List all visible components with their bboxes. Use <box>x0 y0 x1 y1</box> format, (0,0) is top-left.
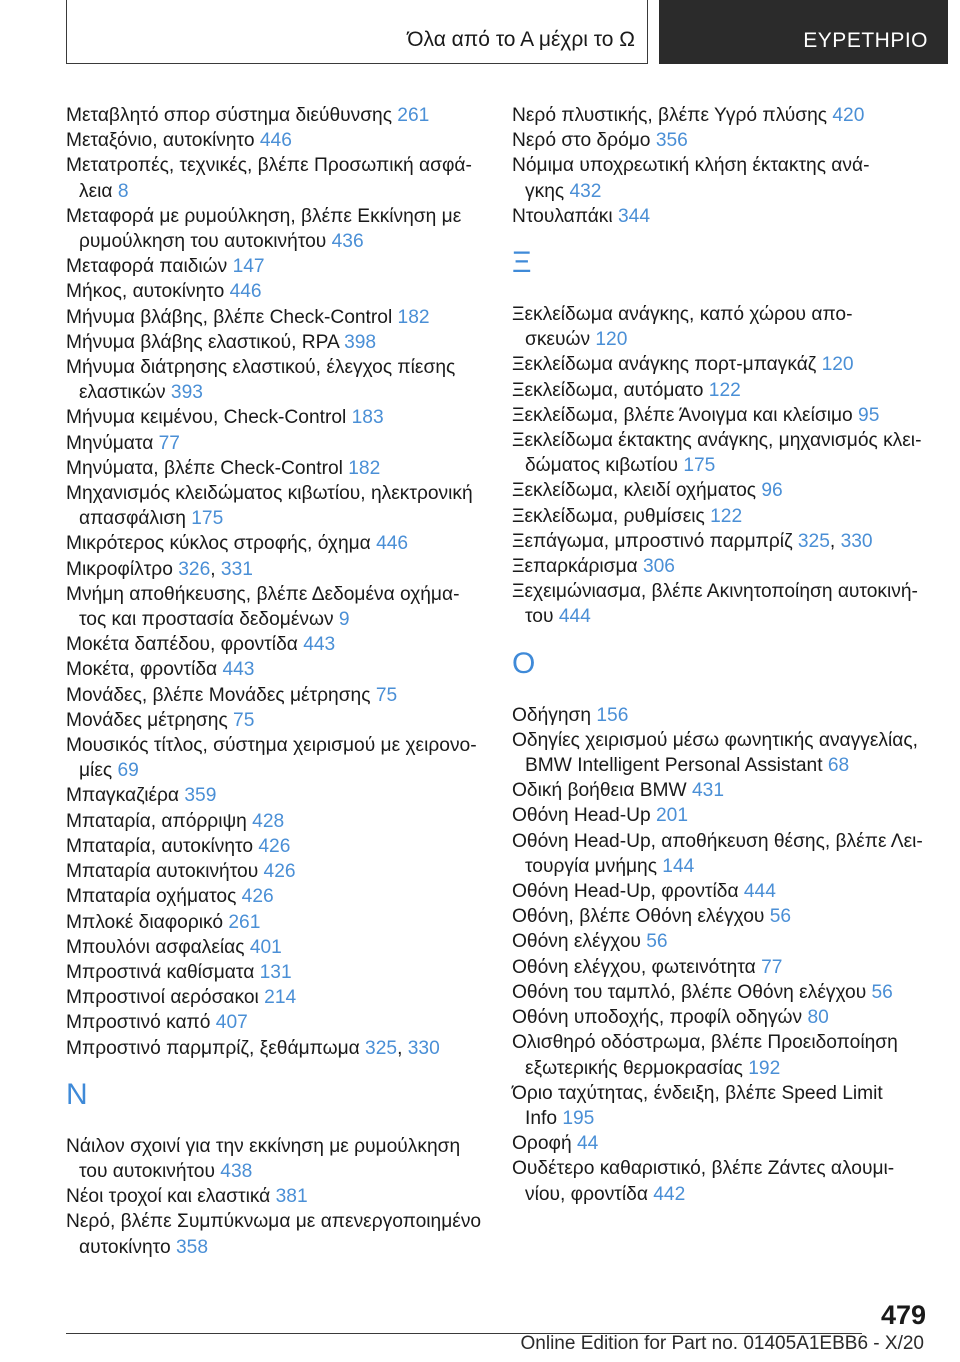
index-entry: Μεταβλητό σπορ σύστημα διεύθυνσης 261 <box>66 105 430 126</box>
index-entry: Μπροστινοί αερόσακοι 214 <box>66 987 297 1009</box>
page-ref-link[interactable]: 192 <box>748 1057 781 1079</box>
index-entry: Μπροστινά καθίσματα 131 <box>66 961 292 983</box>
header-chapter-title: Όλα από το Α μέχρι το Ω <box>407 28 635 51</box>
page-ref-link[interactable]: 331 <box>220 558 253 580</box>
page-ref-link[interactable]: 330 <box>840 530 873 552</box>
page-ref-link[interactable]: 9 <box>338 609 350 631</box>
index-entry: Μπαταρία, απόρριψη 428 <box>66 810 285 832</box>
index-entry: Ξεκλείδωμα, αυτόματο 122 <box>512 379 741 401</box>
index-entry: Μετατροπές, τεχνικές, βλέπε Προσωπική ασφά- λεια 8 <box>66 155 472 202</box>
page-ref-link[interactable]: 80 <box>807 1007 829 1029</box>
page-ref-link[interactable]: 381 <box>275 1186 308 1208</box>
index-entry: Μοκέτα δαπέδου, φροντίδα 443 <box>66 634 336 656</box>
index-entry: Μηνύματα 77 <box>66 432 180 454</box>
index-entry: Μήκος, αυτοκίνητο 446 <box>66 281 262 303</box>
page-ref-link[interactable]: 56 <box>769 906 792 928</box>
page-ref-link[interactable]: 56 <box>871 981 893 1003</box>
page-ref-link[interactable]: 261 <box>397 105 430 126</box>
index-entry: Οθόνη ελέγχου 56 <box>512 931 668 953</box>
index-entry: Μπροστινό καπό 407 <box>66 1012 248 1034</box>
page-ref-link[interactable]: 147 <box>232 256 265 278</box>
page-ref-link[interactable]: 96 <box>761 480 783 502</box>
page-ref-link[interactable]: 131 <box>259 961 292 983</box>
index-entry: Ξεκλείδωμα, βλέπε Άνοιγμα και κλείσιμο 95 <box>512 404 880 426</box>
index-entry: Μήνυμα βλάβης, βλέπε Check-Control 182 <box>66 306 430 328</box>
page-ref-link[interactable]: 95 <box>858 404 880 426</box>
index-entry: Μήνυμα διάτρησης ελαστικού, έλεγχος πίεσης ελαστικών 393 <box>66 357 456 404</box>
index-entry: Μικρότερος κύκλος στροφής, όχημα 446 <box>66 533 409 555</box>
page-ref-link[interactable]: 426 <box>241 886 274 908</box>
page-ref-link[interactable]: 144 <box>662 855 695 877</box>
page-ref-link[interactable]: 75 <box>233 709 255 731</box>
index-entry: Ξεκλείδωμα, ρυθμίσεις 122 <box>512 505 743 527</box>
index-entry: Μήνυμα κειμένου, Check-Control 183 <box>66 407 384 429</box>
index-entry: Όριο ταχύτητας, ένδειξη, βλέπε Speed Limit Info 195 <box>512 1082 883 1129</box>
index-entry: Μήνυμα βλάβης ελαστικού, RPA 398 <box>66 331 377 353</box>
index-entry: Μεταφορά παιδιών 147 <box>66 256 265 278</box>
index-letter-heading: Ο <box>512 646 536 680</box>
index-entry: Μπουλόνι ασφαλείας 401 <box>66 936 282 958</box>
page-ref-link[interactable]: 120 <box>821 354 854 376</box>
index-letter-heading: Ν <box>66 1077 88 1111</box>
page-ref-link[interactable]: 306 <box>642 556 675 578</box>
index-entry: Μπλοκέ διαφορικό 261 <box>66 911 261 933</box>
page-ref-link[interactable]: 393 <box>170 382 203 404</box>
index-entry: Ξεκλείδωμα, κλειδί οχήματος 96 <box>512 480 783 502</box>
page-ref-link[interactable]: 426 <box>258 835 291 857</box>
page-ref-link[interactable]: 446 <box>376 533 409 555</box>
index-entry: Οθόνη, βλέπε Οθόνη ελέγχου 56 <box>512 906 792 928</box>
index-entry: Μονάδες μέτρησης 75 <box>66 709 255 731</box>
page-ref-link[interactable]: 446 <box>259 130 292 152</box>
page-ref-link[interactable]: 407 <box>215 1012 248 1034</box>
header-section-tab <box>659 0 948 64</box>
index-entry: Μπαταρία, αυτοκίνητο 426 <box>66 835 291 857</box>
header-chapter-tab <box>66 0 648 64</box>
index-column-left <box>66 103 486 1260</box>
index-entry: Μπαγκαζιέρα 359 <box>66 785 217 807</box>
index-entry: Μπροστινό παρμπρίζ, ξεθάμπωμα 325, 330 <box>66 1037 440 1059</box>
page-ref-link[interactable]: 44 <box>576 1133 599 1155</box>
index-entry: Οδηγίες χειρισμού μέσω φωνητικής αναγγελίας, BMW Intelligent Personal Assistant 68 <box>512 729 918 777</box>
index-entry: Οθόνη του ταμπλό, βλέπε Οθόνη ελέγχου 56 <box>512 981 893 1003</box>
page-ref-link[interactable]: 195 <box>562 1107 595 1129</box>
index-entry: Οδική βοήθεια BMW 431 <box>512 780 724 802</box>
page-ref-link[interactable]: 444 <box>558 606 591 628</box>
index-entry: Ολισθηρό οδόστρωμα, βλέπε Προειδοποίηση εξωτερικής θερμοκρασίας 192 <box>512 1032 898 1079</box>
index-entry: Οδήγηση 156 <box>512 704 629 726</box>
page-ref-link[interactable]: 358 <box>176 1236 209 1258</box>
page-ref-link[interactable]: 325 <box>797 530 830 552</box>
index-entry: Μπαταρία οχήματος 426 <box>66 886 274 908</box>
page-ref-link[interactable]: 261 <box>228 911 261 933</box>
page-ref-link[interactable]: 77 <box>761 956 783 978</box>
page-ref-link[interactable]: 175 <box>191 508 224 530</box>
index-entry: Ξεκλείδωμα έκτακτης ανάγκης, μηχανισμός κλει- δώματος κιβωτίου 175 <box>512 430 922 477</box>
page-ref-link[interactable]: 438 <box>220 1160 253 1182</box>
index-letter-heading: Ξ <box>512 246 532 280</box>
page-ref-link[interactable]: 120 <box>595 329 628 351</box>
page-ref-link[interactable]: 325 <box>365 1037 398 1059</box>
index-entry: Μεταφορά με ρυμούλκηση, βλέπε Εκκίνηση με ρυμούλκηση του αυτοκινήτου 436 <box>66 205 462 253</box>
index-entry: Μεταξόνιο, αυτοκίνητο 446 <box>66 130 292 152</box>
page-ref-link[interactable]: 443 <box>222 659 255 681</box>
index-entry: Οθόνη Head-Up 201 <box>512 805 688 827</box>
index-entry: Μνήμη αποθήκευσης, βλέπε Δεδομένα οχήμα- τος και προστασία δεδομένων 9 <box>66 583 460 631</box>
page-ref-link[interactable]: 69 <box>117 760 139 782</box>
page-ref-link[interactable]: 326 <box>178 558 211 580</box>
index-entry: Μηχανισμός κλειδώματος κιβωτίου, ηλεκτρονική απασφάλιση 175 <box>66 483 473 530</box>
index-entry: Οθόνη Head-Up, αποθήκευση θέσης, βλέπε Λει- τουργία μνήμης 144 <box>512 830 923 877</box>
page-ref-link[interactable]: 446 <box>229 281 262 303</box>
page-ref-link[interactable]: 214 <box>264 987 297 1009</box>
index-entry: Μουσικός τίτλος, σύστημα χειρισμού με χειρονο- μίες 69 <box>66 735 477 782</box>
page-ref-link[interactable]: 356 <box>655 130 688 152</box>
index-column-right <box>512 103 932 1207</box>
page-ref-link[interactable]: 431 <box>691 780 724 802</box>
index-entry: Μονάδες, βλέπε Μονάδες μέτρησης 75 <box>66 684 398 706</box>
page-ref-link[interactable]: 182 <box>397 306 430 328</box>
page-ref-link[interactable]: 344 <box>617 205 650 227</box>
index-entry: Ξεπάγωμα, μπροστινό παρμπρίζ 325, 330 <box>512 530 873 552</box>
page-ref-link[interactable]: 443 <box>303 634 336 656</box>
page-ref-link[interactable]: 175 <box>683 455 716 477</box>
page-ref-link[interactable]: 56 <box>646 931 668 953</box>
page-ref-link[interactable]: 426 <box>263 861 296 883</box>
index-entry: Μπαταρία αυτοκινήτου 426 <box>66 861 296 883</box>
index-entry: Οροφή 44 <box>512 1133 599 1155</box>
index-entry: Ξεκλείδωμα ανάγκης, καπό χώρου απο- σκευών 120 <box>512 304 853 351</box>
page-ref-link[interactable]: 432 <box>569 180 602 202</box>
index-entry: Νερό πλυστικής, βλέπε Υγρό πλύσης 420 <box>512 105 865 126</box>
page-ref-link[interactable]: 122 <box>708 379 741 401</box>
index-entry: Ξεπαρκάρισμα 306 <box>512 556 675 578</box>
page-number: 479 <box>880 1300 926 1330</box>
index-entry: Ουδέτερο καθαριστικό, βλέπε Ζάντες αλουμι- νίου, φροντίδα 442 <box>512 1158 895 1205</box>
page-ref-link[interactable]: 420 <box>832 105 865 126</box>
index-entry: Ξεκλείδωμα ανάγκης πορτ-μπαγκάζ 120 <box>512 354 854 376</box>
index-entry: Ξεχειμώνιασμα, βλέπε Ακινητοποίηση αυτοκινή- του 444 <box>512 581 918 628</box>
page-ref-link[interactable]: 183 <box>351 407 384 429</box>
header-section-title: ΕΥΡΕΤΗΡΙΟ <box>803 29 928 52</box>
page-ref-link[interactable]: 428 <box>252 810 285 832</box>
page-ref-link[interactable]: 156 <box>596 704 629 726</box>
index-entry: Μοκέτα, φροντίδα 443 <box>66 659 255 681</box>
page-ref-link[interactable]: 442 <box>653 1183 686 1205</box>
page-ref-link[interactable]: 75 <box>375 684 398 706</box>
index-entry: Οθόνη Head-Up, φροντίδα 444 <box>512 881 776 903</box>
page-ref-link[interactable]: 201 <box>655 805 688 827</box>
index-entry: Νέοι τροχοί και ελαστικά 381 <box>66 1186 308 1208</box>
page-ref-link[interactable]: 401 <box>249 936 282 958</box>
page-ref-link[interactable]: 359 <box>184 785 217 807</box>
index-entry: Μηνύματα, βλέπε Check-Control 182 <box>66 457 381 479</box>
page-ref-link[interactable]: 182 <box>348 457 381 479</box>
footer-edition: Online Edition for Part no. 01405A1EBB6 - X/20 <box>520 1333 924 1354</box>
page-ref-link[interactable]: 330 <box>407 1037 440 1059</box>
page-ref-link[interactable]: 436 <box>331 231 364 253</box>
index-entry: Μικροφίλτρο 326, 331 <box>66 558 253 580</box>
page-ref-link[interactable]: 444 <box>743 881 776 903</box>
index-entry: Νόμιμα υποχρεωτική κλήση έκτακτης ανά- γκης 432 <box>512 155 870 202</box>
index-entry: Ντουλαπάκι 344 <box>512 205 650 227</box>
page-ref-link[interactable]: 8 <box>117 180 129 202</box>
page-ref-link[interactable]: 398 <box>344 331 377 353</box>
index-entry: Οθόνη υποδοχής, προφίλ οδηγών 80 <box>512 1007 829 1029</box>
index-entry: Οθόνη ελέγχου, φωτεινότητα 77 <box>512 956 783 978</box>
page-ref-link[interactable]: 122 <box>710 505 743 527</box>
page-ref-link[interactable]: 77 <box>158 432 180 454</box>
index-entry: Νερό στο δρόμο 356 <box>512 130 688 152</box>
index-entry: Νάιλον σχοινί για την εκκίνηση με ρυμούλκηση του αυτοκινήτου 438 <box>66 1135 461 1182</box>
page-ref-link[interactable]: 68 <box>827 755 850 777</box>
index-entry: Νερό, βλέπε Συμπύκνωμα με απενεργοποιημένο αυτοκίνητο 358 <box>66 1211 482 1258</box>
